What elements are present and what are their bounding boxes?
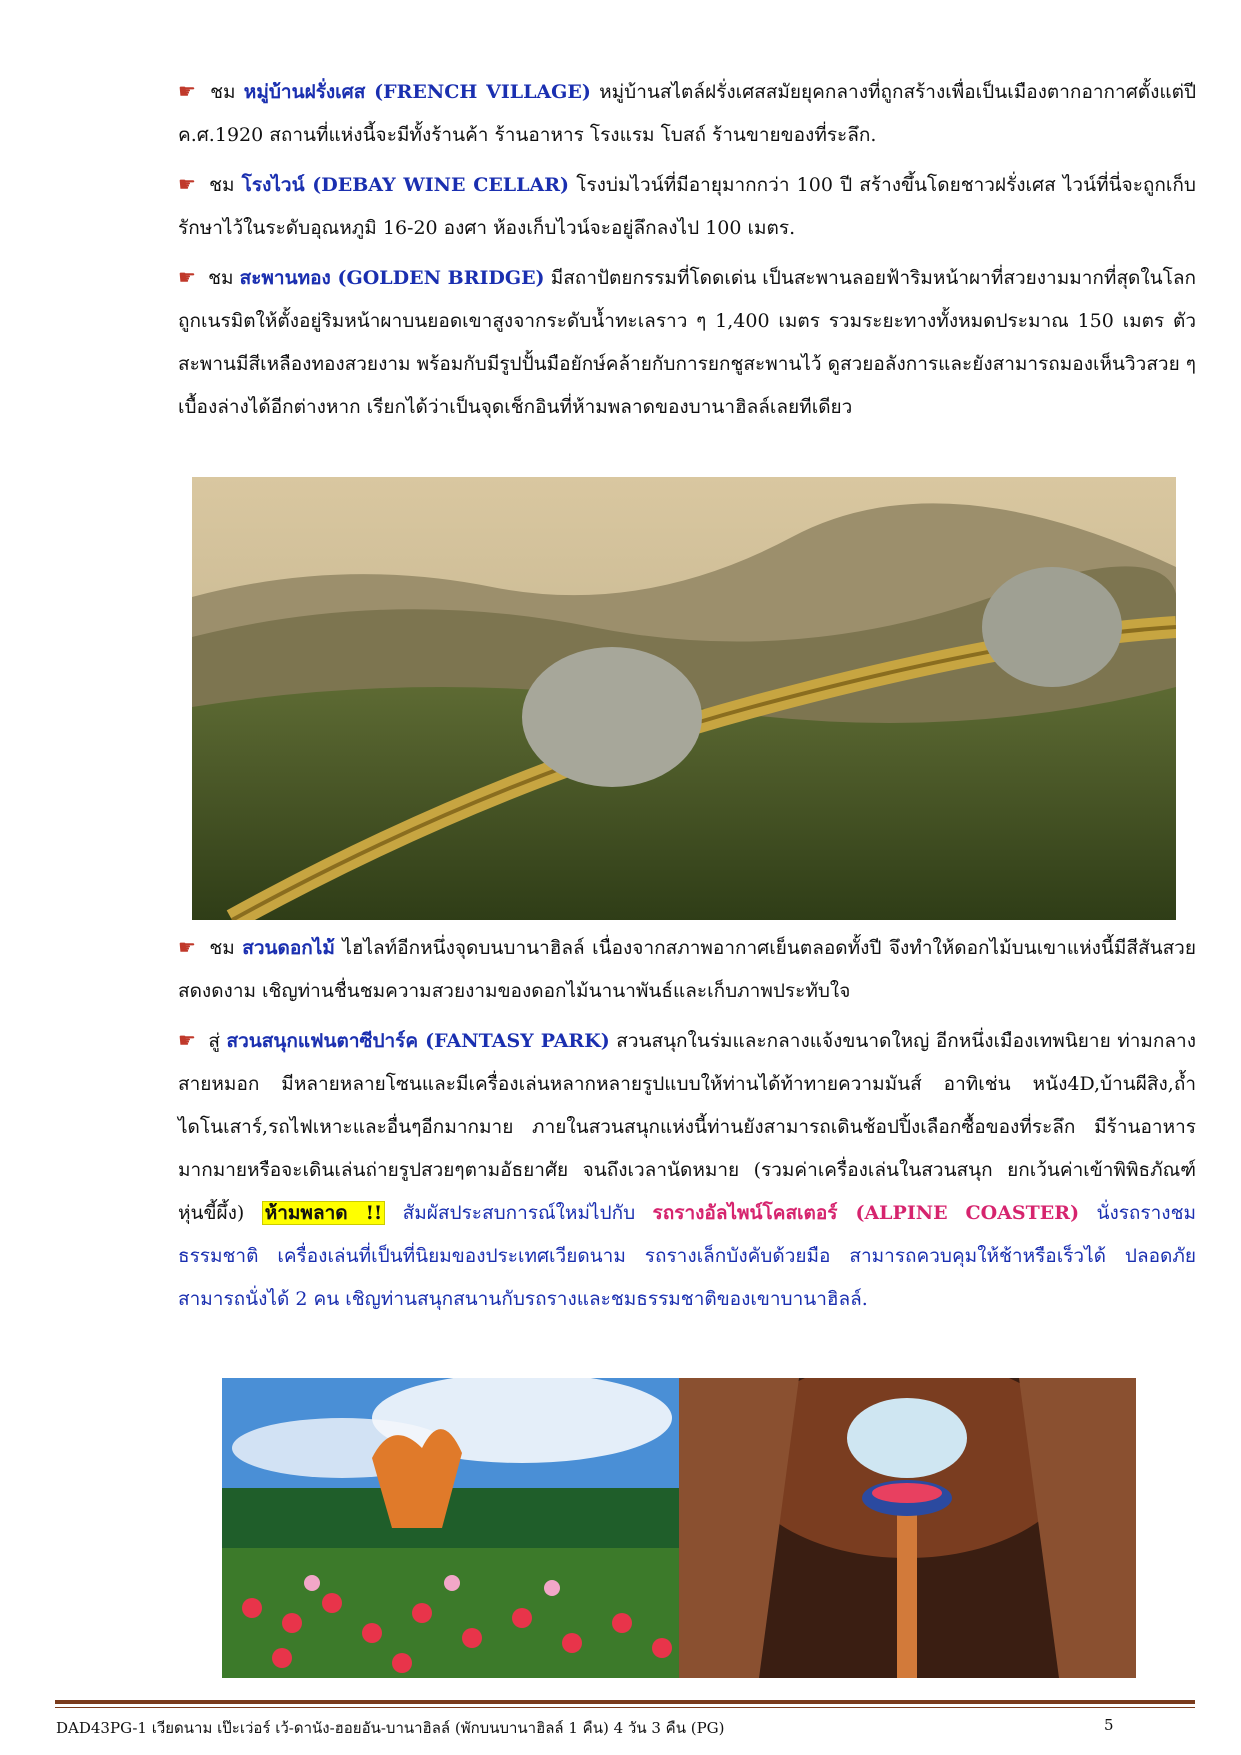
document-body-lower (178, 926, 1196, 1327)
section-prefix: สู่ (208, 1030, 221, 1052)
section-golden-bridge (178, 256, 1196, 429)
pointing-hand-icon: ☛ (178, 79, 196, 103)
section-body: ไฮไลท์อีกหนึ่งจุดบนบานาฮิลล์ เนื่องจากสภาพอากาศเย็นตลอดทั้งปี จึงทำให้ดอกไม้บนเขาแห่งนี้มีสีสันสวยสดงดงาม เชิญท่านชื่นชมความสวยงามของดอกไม้นานาพันธ์และเก็บภาพประทับใจ (178, 937, 1196, 1002)
fantasy-park-cave-photo (679, 1378, 1136, 1678)
section-prefix: ชม (209, 937, 235, 959)
pointing-hand-icon: ☛ (178, 265, 196, 289)
section-french-village (178, 70, 1196, 157)
section-body: โรงบ่มไวน์ที่มีอายุมากกว่า 100 ปี สร้างขึ้นโดยชาวฝรั่งเศส ไวน์ที่นี่จะถูกเก็บรักษาไว้ในระดับอุณหภูมิ 16-20 องศา ห้องเก็บไวน์จะอยู่ลึกลงไป 100 เมตร. (178, 174, 1196, 239)
footer-rule (55, 1700, 1195, 1704)
section-wine-cellar (178, 163, 1196, 250)
pointing-hand-icon: ☛ (178, 172, 196, 196)
flower-garden-photo (222, 1378, 679, 1678)
section-flower-garden (178, 926, 1196, 1013)
footer-rule-thin (55, 1707, 1195, 1708)
alpine-intro: สัมผัสประสบการณ์ใหม่ไปกับ (402, 1202, 636, 1224)
section-prefix: ชม (210, 81, 236, 103)
section-body: สวนสนุกในร่มและกลางแจ้งขนาดใหญ่ อีกหนึ่งเมืองเทพนิยาย ท่ามกลางสายหมอก มีหลายหลายโซนและมีเครื่องเล่นหลากหลายรูปแบบให้ท่านได้ท้าทายความมันส์ อาทิเช่น หนัง4D,บ้านผีสิง,ถ้ำไดโนเสาร์,รถไฟเหาะและอื่นๆอีกมากมาย ภายในสวนสนุกแห่งนี้ท่านยังสามารถเดินช้อปปิ้งเลือกซื้อของที่ระลึก มีร้านอาหารมากมายหรือจะเดินเล่นถ่ายรูปสวยๆตามอัธยาศัย จนถึงเวลานัดหมาย (รวมค่าเครื่องเล่นในสวนสนุก ยกเว้นค่าเข้าพิพิธภัณฑ์หุ่นขี้ผึ้ง) (178, 1030, 1197, 1224)
section-prefix: ชม (208, 267, 234, 289)
section-title: สะพานทอง (GOLDEN BRIDGE) (239, 267, 545, 289)
footer-text: DAD43PG-1 เวียดนาม เป๊ะเว่อร์ เว้-ดานัง-ฮอยอัน-บานาฮิลล์ (พักบนบานาฮิลล์ 1 คืน) 4 วัน 3 คืน (PG) (56, 1719, 725, 1737)
section-prefix: ชม (209, 174, 235, 196)
section-title: สวนดอกไม้ (242, 937, 335, 959)
page-number: 5 (1104, 1716, 1114, 1734)
section-title: โรงไวน์ (DEBAY WINE CELLAR) (241, 174, 570, 196)
section-title: หมู่บ้านฝรั่งเศส (FRENCH VILLAGE) (243, 81, 591, 103)
pointing-hand-icon: ☛ (178, 1028, 196, 1052)
alpine-coaster-title: รถรางอัลไพน์โคสเตอร์ (ALPINE COASTER) (652, 1202, 1080, 1224)
section-title: สวนสนุกแฟนตาซีปาร์ค (FANTASY PARK) (226, 1030, 610, 1052)
section-fantasy-park (178, 1019, 1196, 1321)
pointing-hand-icon: ☛ (178, 935, 196, 959)
golden-bridge-photo (192, 477, 1176, 920)
highlight-badge: ห้ามพลาด !! (262, 1201, 386, 1225)
alpine-body: นั่งรถรางชมธรรมชาติ เครื่องเล่นที่เป็นที่นิยมของประเทศเวียดนาม รถรางเล็กบังคับด้วยมือ สามารถควบคุมให้ช้าหรือเร็วได้ ปลอดภัย สามารถนั่งได้ 2 คน เชิญท่านสนุกสนานกับรถรางและชมธรรมชาติของเขาบานาฮิลล์. (178, 1202, 1196, 1310)
section-body: มีสถาปัตยกรรมที่โดดเด่น เป็นสะพานลอยฟ้าริมหน้าผาที่สวยงามมากที่สุดในโลก ถูกเนรมิตให้ตั้งอยู่ริมหน้าผาบนยอดเขาสูงจากระดับน้ำทะเลราว ๆ 1,400 เมตร รวมระยะทางทั้งหมดประมาณ 150 เมตร ตัวสะพานมีสีเหลืองทองสวยงาม พร้อมกับมีรูปปั้นมือยักษ์คล้ายกับการยกชูสะพานไว้ ดูสวยอลังการและยังสามารถมองเห็นวิวสวย ๆ เบื้องล่างได้อีกต่างหาก เรียกได้ว่าเป็นจุดเช็กอินที่ห้ามพลาดของบานาฮิลล์เลยทีเดียว (178, 267, 1197, 418)
document-body (178, 70, 1196, 435)
section-body: หมู่บ้านสไตล์ฝรั่งเศสสมัยยุคกลางที่ถูกสร้างเพื่อเป็นเมืองตากอากาศตั้งแต่ปี ค.ศ.1920 สถานที่แห่งนี้จะมีทั้งร้านค้า ร้านอาหาร โรงแรม โบสถ์ ร้านขายของที่ระลึก. (178, 81, 1197, 146)
